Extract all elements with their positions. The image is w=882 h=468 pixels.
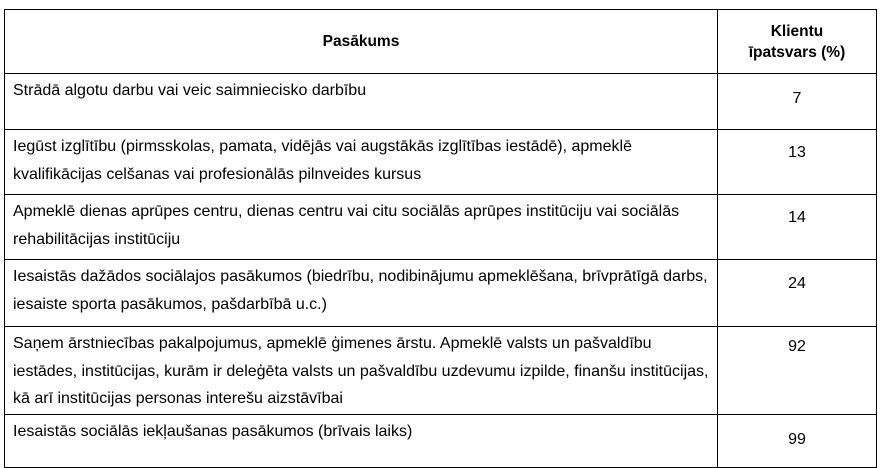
activity-cell: Iegūst izglītību (pirmsskolas, pamata, vidējās vai augstākās izglītības iestādē), apmeklē kvalifikācijas celšanas vai profesionālās pilnveides kursus xyxy=(5,130,718,195)
share-cell: 99 xyxy=(718,415,877,468)
table-header-row xyxy=(5,10,877,74)
activity-cell: Apmeklē dienas aprūpes centru, dienas centru vai citu sociālās aprūpes institūciju vai sociālās rehabilitācijas institūciju xyxy=(5,195,718,260)
table-row xyxy=(5,74,877,130)
client-activity-table xyxy=(4,9,877,468)
table-row xyxy=(5,195,877,260)
share-cell: 13 xyxy=(718,130,877,195)
table-row xyxy=(5,415,877,468)
header-client-share-line1: Klientu xyxy=(770,22,824,40)
activity-cell: Iesaistās sociālās iekļaušanas pasākumos (brīvais laiks) xyxy=(5,415,718,468)
table-row xyxy=(5,327,877,415)
activity-cell: Iesaistās dažādos sociālajos pasākumos (biedrību, nodibinājumu apmeklēšana, brīvprātīgā darbs, iesaiste sporta pasākumos, pašdarbībā u.c.) xyxy=(5,260,718,327)
activity-cell: Saņem ārstniecības pakalpojumus, apmeklē ģimenes ārstu. Apmeklē valsts un pašvaldību iestādes, institūcijas, kurām ir deleģēta valsts un pašvaldību uzdevumu izpilde, finanšu institūcijas, kā arī institūcijas personas interešu aizstāvībai xyxy=(5,327,718,415)
activity-cell: Strādā algotu darbu vai veic saimniecisko darbību xyxy=(5,74,718,130)
header-activity: Pasākums xyxy=(5,10,718,74)
share-cell: 24 xyxy=(718,260,877,327)
table-row xyxy=(5,130,877,195)
share-cell: 14 xyxy=(718,195,877,260)
share-cell: 7 xyxy=(718,74,877,130)
header-client-share-line2: īpatsvars (%) xyxy=(748,43,846,61)
table-row xyxy=(5,260,877,327)
share-cell: 92 xyxy=(718,327,877,415)
header-client-share xyxy=(718,10,877,74)
